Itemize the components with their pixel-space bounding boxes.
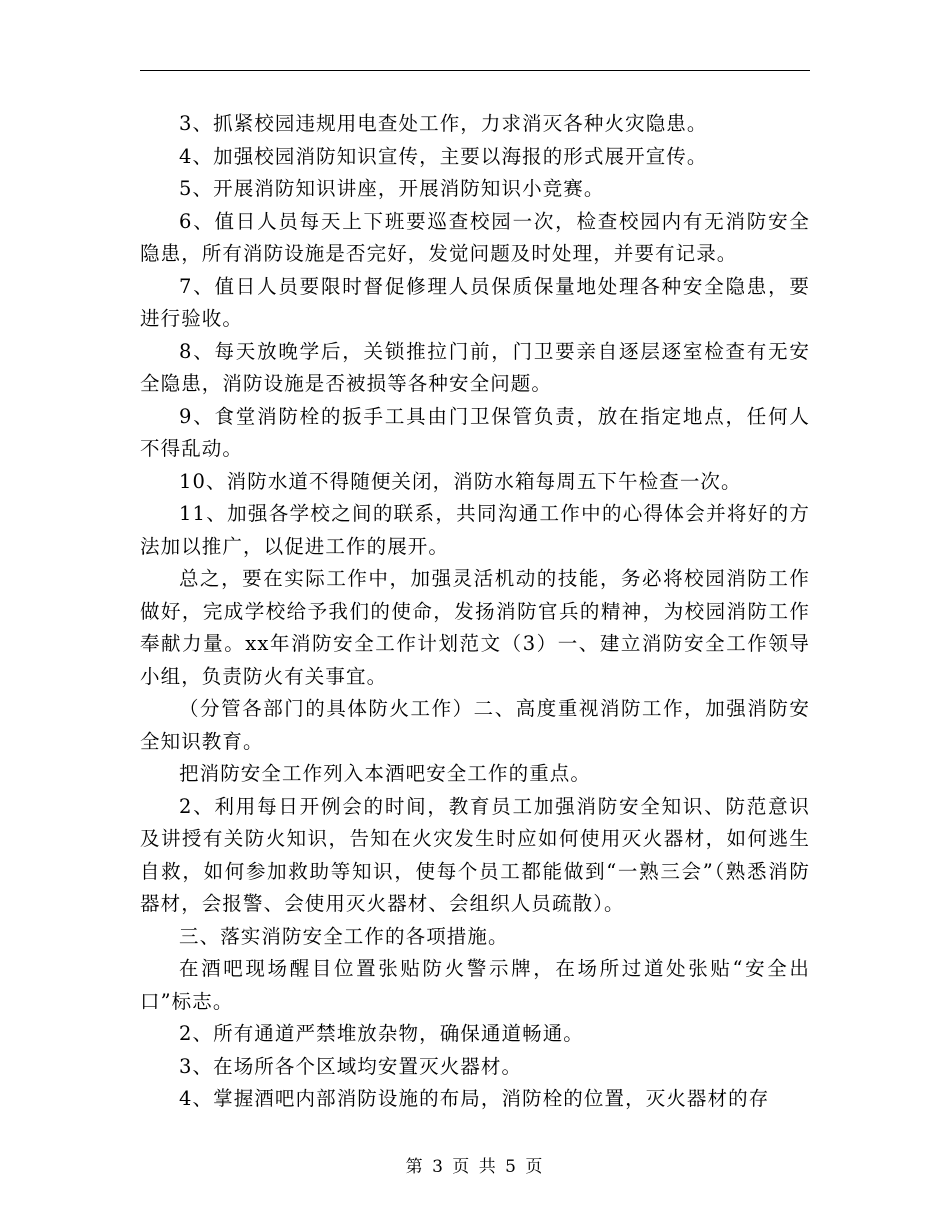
paragraph-7: 9、食堂消防栓的扳手工具由门卫保管负责，放在指定地点，任何人不得乱动。 xyxy=(140,404,810,460)
paragraph-1: 3、抓紧校园违规用电查处工作，力求消灭各种火灾隐患。 xyxy=(179,112,708,135)
paragraph-12: 把消防安全工作列入本酒吧安全工作的重点。 xyxy=(179,762,592,785)
paragraph-15: 在酒吧现场醒目位置张贴防火警示牌，在场所过道处张贴“安全出口”标志。 xyxy=(140,957,810,1013)
paragraph-17: 3、在场所各个区域均安置灭火器材。 xyxy=(179,1054,523,1078)
footer-current-page: 3 xyxy=(432,1157,445,1177)
paragraph-5: 7、值日人员要限时督促修理人员保质保量地处理各种安全隐患，要进行验收。 xyxy=(140,274,810,330)
footer-suffix: 页 xyxy=(525,1157,545,1177)
paragraph-2: 4、加强校园消防知识宣传，主要以海报的形式展开宣传。 xyxy=(179,144,708,168)
footer-middle: 页 共 xyxy=(452,1157,498,1177)
footer-total-pages: 5 xyxy=(505,1157,518,1177)
paragraph-10: 总之，要在实际工作中，加强灵活机动的技能，务必将校园消防工作做好，完成学校给予我们的使命，发扬消防官兵的精神，为校园消防工作奉献力量。xx年消防安全工作计划范文（3）一、建立消防安全工作领导小组，负责防火有关事宜。 xyxy=(140,567,810,688)
paragraph-3: 5、开展消防知识讲座，开展消防知识小竞赛。 xyxy=(179,177,605,200)
paragraph-13: 2、利用每日开例会的时间，教育员工加强消防安全知识、防范意识及讲授有关防火知识，告知在火灾发生时应如何使用灭火器材，如何逃生自救，如何参加救助等知识，使每个员工都能做到“一熟三会”（熟悉消防器材，会报警、会使用灭火器材、会组织人员疏散）。 xyxy=(140,794,810,915)
paragraph-9: 11、加强各学校之间的联系，共同沟通工作中的心得体会并将好的方法加以推广，以促进工作的展开。 xyxy=(140,502,810,558)
paragraph-16: 2、所有通道严禁堆放杂物，确保通道畅通。 xyxy=(179,1022,584,1045)
paragraph-4: 6、值日人员每天上下班要巡查校园一次，检查校园内有无消防安全隐患，所有消防设施是否完好，发觉问题及时处理，并要有记录。 xyxy=(140,209,810,265)
paragraph-8: 10、消防水道不得随便关闭，消防水箱每周五下午检查一次。 xyxy=(179,469,742,493)
paragraph-18: 4、掌握酒吧内部消防设施的布局，消防栓的位置，灭火器材的存 xyxy=(179,1087,770,1110)
paragraph-6: 8、每天放晚学后，关锁推拉门前，门卫要亲自逐层逐室检查有无安全隐患，消防设施是否被损等各种安全问题。 xyxy=(140,339,810,395)
paragraph-11: （分管各部门的具体防火工作）二、高度重视消防工作，加强消防安全知识教育。 xyxy=(140,697,810,753)
header-rule xyxy=(140,70,810,71)
paragraph-14: 三、落实消防安全工作的各项措施。 xyxy=(179,924,509,948)
footer-prefix: 第 xyxy=(405,1157,425,1177)
document-body xyxy=(140,108,810,1116)
page-footer xyxy=(0,1152,950,1177)
